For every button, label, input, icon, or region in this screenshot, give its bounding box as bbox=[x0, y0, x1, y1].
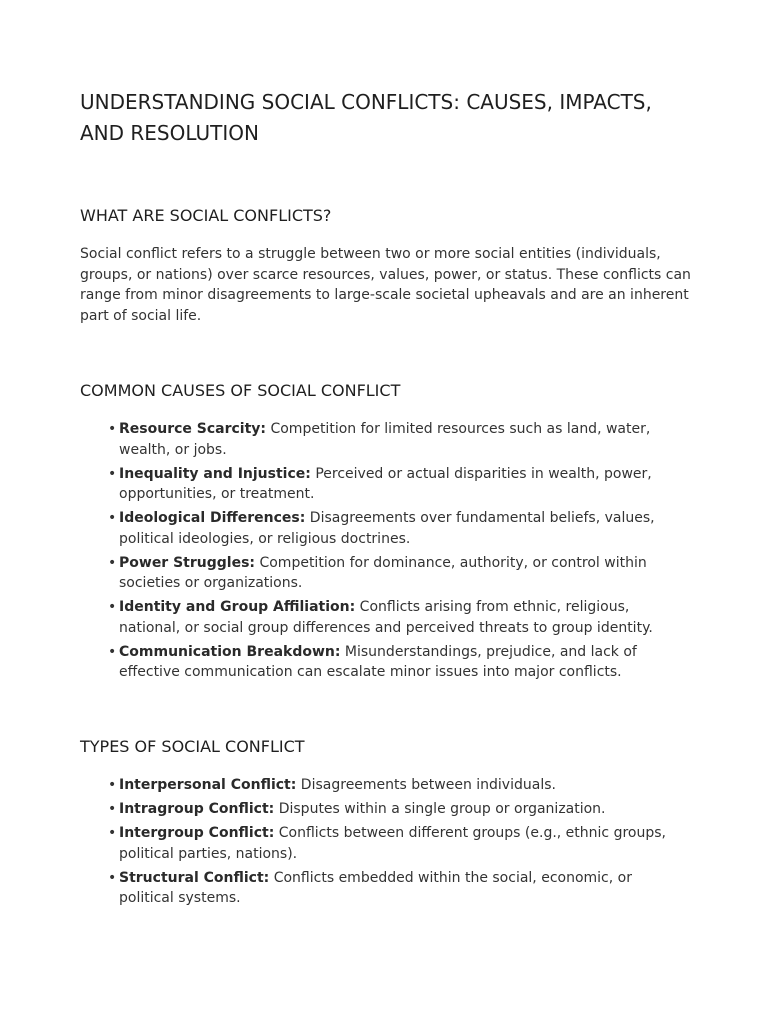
types-list bbox=[108, 775, 688, 912]
list-item-text: Disputes within a single group or organization. bbox=[274, 801, 606, 817]
bullet-icon: • bbox=[108, 421, 117, 437]
bullet-icon: • bbox=[108, 869, 117, 886]
section-heading-what-are: WHAT ARE SOCIAL CONFLICTS? bbox=[80, 206, 332, 225]
list-item bbox=[108, 799, 688, 820]
list-item-term: Resource Scarcity: bbox=[119, 421, 267, 437]
list-item-term: Inequality and Injustice: bbox=[119, 465, 311, 482]
list-item-term: Identity and Group Affiliation: bbox=[119, 599, 356, 615]
list-item-term: Ideological Differences: bbox=[119, 510, 306, 526]
list-item-text: Conflicts between different groups (e.g., ethnic groups, political parties, nations). bbox=[119, 825, 666, 862]
list-item-term: Intragroup Conflict: bbox=[119, 801, 275, 817]
list-item-text: Competition for dominance, authority, or control within societies or organizations. bbox=[119, 554, 647, 591]
list-item-term: Power Struggles: bbox=[119, 554, 256, 571]
list-item bbox=[108, 823, 688, 864]
list-item-text: Disagreements over fundamental beliefs, values, political ideologies, or religious doctrines. bbox=[119, 510, 655, 547]
section-heading-types: TYPES OF SOCIAL CONFLICT bbox=[80, 737, 305, 756]
list-item bbox=[108, 642, 688, 683]
list-item-term: Interpersonal Conflict: bbox=[119, 777, 297, 793]
list-item-text: Competition for limited resources such as land, water, wealth, or jobs. bbox=[119, 421, 651, 458]
bullet-icon: • bbox=[108, 599, 117, 615]
list-item-text: Disagreements between individuals. bbox=[296, 777, 556, 793]
list-item bbox=[108, 419, 688, 460]
bullet-icon: • bbox=[108, 510, 117, 526]
list-item-text: Conflicts embedded within the social, economic, or political systems. bbox=[119, 869, 632, 906]
document-title: UNDERSTANDING SOCIAL CONFLICTS: CAUSES, IMPACTS, AND RESOLUTION bbox=[80, 90, 652, 145]
section-heading-causes: COMMON CAUSES OF SOCIAL CONFLICT bbox=[80, 381, 401, 400]
causes-list bbox=[108, 419, 688, 686]
list-item bbox=[108, 464, 688, 505]
list-item bbox=[108, 868, 688, 909]
bullet-icon: • bbox=[108, 554, 117, 571]
list-item-text: Misunderstandings, prejudice, and lack of effective communication can escalate minor issues into major conflicts. bbox=[119, 643, 637, 680]
list-item-term: Structural Conflict: bbox=[119, 869, 270, 886]
bullet-icon: • bbox=[108, 465, 117, 482]
list-item bbox=[108, 553, 688, 594]
bullet-icon: • bbox=[108, 825, 117, 841]
list-item-text: Conflicts arising from ethnic, religious, national, or social group differences and perceived threats to group identity. bbox=[119, 599, 653, 636]
section-paragraph-definition: Social conflict refers to a struggle between two or more social entities (individuals, groups, or nations) over scarce resources, values, power, or status. These conflicts can range from minor disagreements to large-scale societal upheavals and are an inherent part of social life. bbox=[80, 246, 691, 324]
list-item-text: Perceived or actual disparities in wealth, power, opportunities, or treatment. bbox=[119, 465, 652, 502]
bullet-icon: • bbox=[108, 777, 117, 793]
list-item bbox=[108, 508, 688, 549]
bullet-icon: • bbox=[108, 801, 117, 817]
list-item-term: Intergroup Conflict: bbox=[119, 825, 275, 841]
list-item bbox=[108, 775, 688, 796]
bullet-icon: • bbox=[108, 643, 117, 660]
list-item bbox=[108, 597, 688, 638]
list-item-term: Communication Breakdown: bbox=[119, 643, 341, 660]
